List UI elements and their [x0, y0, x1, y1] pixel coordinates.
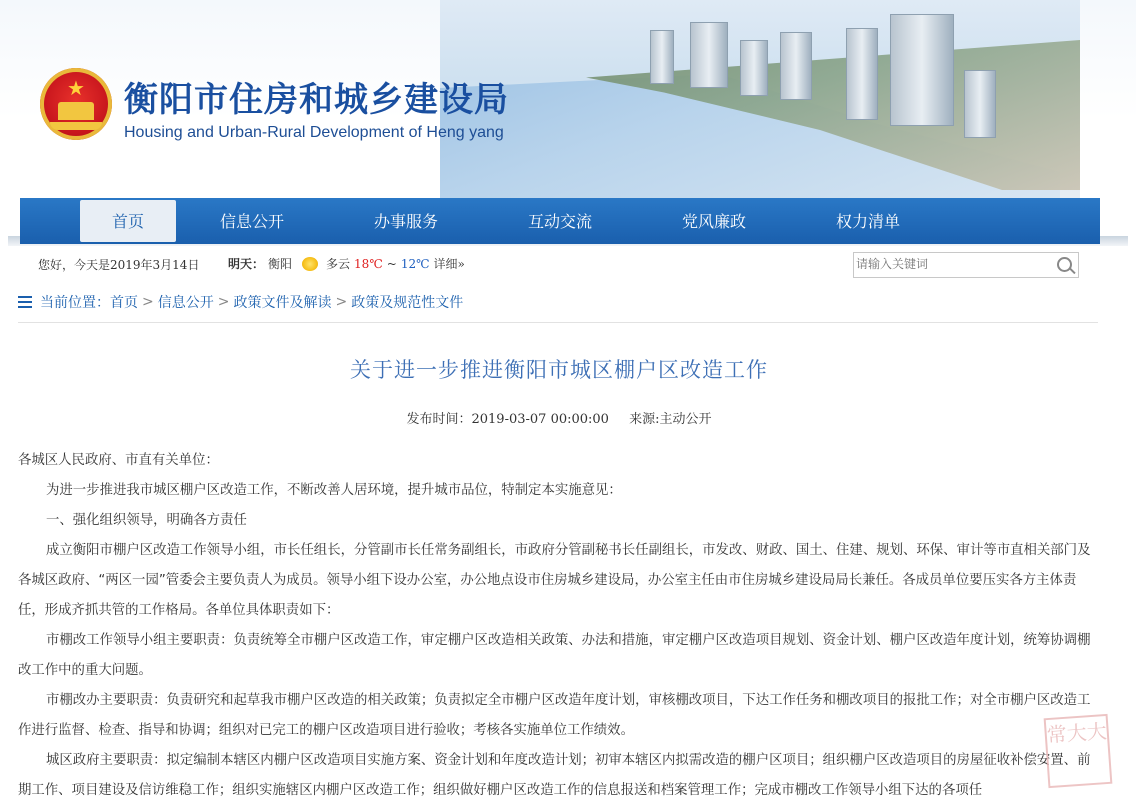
weather-detail-link[interactable]: 详细»	[433, 257, 465, 271]
star-icon: ★	[67, 76, 85, 100]
site-title: 衡阳市住房和城乡建设局	[124, 80, 509, 120]
nav-home[interactable]: 首页	[80, 200, 176, 242]
article-paragraph: 城区政府主要职责：拟定编制本辖区内棚户区改造项目实施方案、资金计划和年度改造计划；初审本辖区内拟需改造的棚户区项目；组织棚户区改造项目的房屋征收补偿安置、前期工作、项目建设及信访维稳工作；组织实施辖区内棚户区改造工作；组织做好棚户区改造工作的信息报送和档案管理工作；完成市棚改工作领导小组下达的各项任	[18, 753, 1091, 798]
article-title: 关于进一步推进衡阳市城区棚户区改造工作	[350, 358, 768, 382]
site-subtitle: Housing and Urban-Rural Development of Heng yang	[124, 124, 504, 141]
nav-interaction[interactable]: 互动交流	[527, 212, 592, 231]
article-body	[18, 446, 1098, 806]
breadcrumb-sep: >	[142, 294, 154, 310]
search-icon[interactable]	[1057, 257, 1072, 272]
nav-power-list[interactable]: 权力清单	[835, 212, 900, 231]
article-paragraph: 市棚改工作领导小组主要职责：负责统筹全市棚户区改造工作，审定棚户区改造相关政策、办法和措施，审定棚户区改造项目规划、资金计划、棚户区改造年度计划，统筹协调棚改工作中的重大问题。	[18, 633, 1091, 678]
publish-time: 发布时间：2019-03-07 00:00:00	[406, 412, 609, 427]
nav-integrity[interactable]: 党风廉政	[681, 212, 746, 231]
weather-low: 12℃	[400, 256, 430, 271]
banner-building	[650, 30, 674, 84]
weather-city: 衡阳	[268, 257, 293, 271]
banner-building	[740, 40, 768, 96]
search-input[interactable]	[854, 253, 1046, 275]
article-paragraph: 成立衡阳市棚户区改造工作领导小组，市长任组长，分管副市长任常务副组长，市政府分管副秘书长任副组长，市发改、财政、国土、住建、规划、环保、审计等市直相关部门及各城区政府、“两区一园”管委会主要负责人为成员。领导小组下设办公室，办公地点设市住房城乡建设局，办公室主任由市住房城乡建设局局长兼任。各成员单位要压实各方主体责任，形成齐抓共管的工作格局。各单位具体职责如下：	[18, 543, 1091, 618]
breadcrumb-sep: >	[217, 294, 230, 310]
main-nav	[20, 198, 1100, 244]
sun-cloud-icon	[302, 257, 318, 271]
breadcrumb	[18, 292, 463, 312]
header-banner	[0, 0, 1136, 198]
banner-building	[780, 32, 812, 100]
banner-building	[890, 14, 954, 126]
breadcrumb-label: 当前位置：	[40, 295, 110, 311]
weather-high: 18℃	[354, 256, 383, 271]
list-icon	[18, 296, 32, 308]
divider	[18, 322, 1098, 323]
article-paragraph: 一、强化组织领导，明确各方责任	[46, 513, 247, 528]
breadcrumb-sep: >	[335, 294, 348, 310]
banner-building	[690, 22, 728, 88]
banner-building	[846, 28, 878, 120]
weather-widget	[228, 255, 465, 272]
banner-building	[964, 70, 996, 138]
article-paragraph: 各城区人民政府、市直有关单位：	[18, 453, 219, 468]
article-paragraph: 为进一步推进我市城区棚户区改造工作，不断改善人居环境，提升城市品位，特制定本实施意见：	[46, 483, 622, 498]
nav-info-disclosure[interactable]: 信息公开	[219, 212, 284, 231]
watermark-stamp: 常大大	[1044, 714, 1113, 788]
breadcrumb-home[interactable]: 首页	[110, 295, 138, 311]
weather-tilde: ~	[386, 256, 397, 271]
nav-services[interactable]: 办事服务	[373, 212, 438, 231]
date-greeting: 您好，今天是2019年3月14日	[38, 258, 200, 272]
search-box	[853, 252, 1079, 278]
weather-label: 明天：	[228, 257, 265, 271]
breadcrumb-policy-docs[interactable]: 政策文件及解读	[233, 295, 332, 311]
article-source: 来源:主动公开	[629, 412, 712, 427]
weather-condition: 多云	[326, 257, 351, 271]
breadcrumb-info-disclosure[interactable]: 信息公开	[157, 295, 214, 311]
article-meta	[0, 408, 1118, 427]
article-paragraph: 市棚改办主要职责：负责研究和起草我市棚户区改造的相关政策；负责拟定全市棚户区改造年度计划，审核棚改项目，下达工作任务和棚改项目的报批工作；对全市棚户区改造工作进行监督、检查、指导和协调；组织对已完工的棚户区改造项目进行验收；考核各实施单位工作绩效。	[18, 693, 1091, 738]
national-emblem-icon	[40, 68, 112, 140]
breadcrumb-normative-docs[interactable]: 政策及规范性文件	[351, 295, 464, 311]
